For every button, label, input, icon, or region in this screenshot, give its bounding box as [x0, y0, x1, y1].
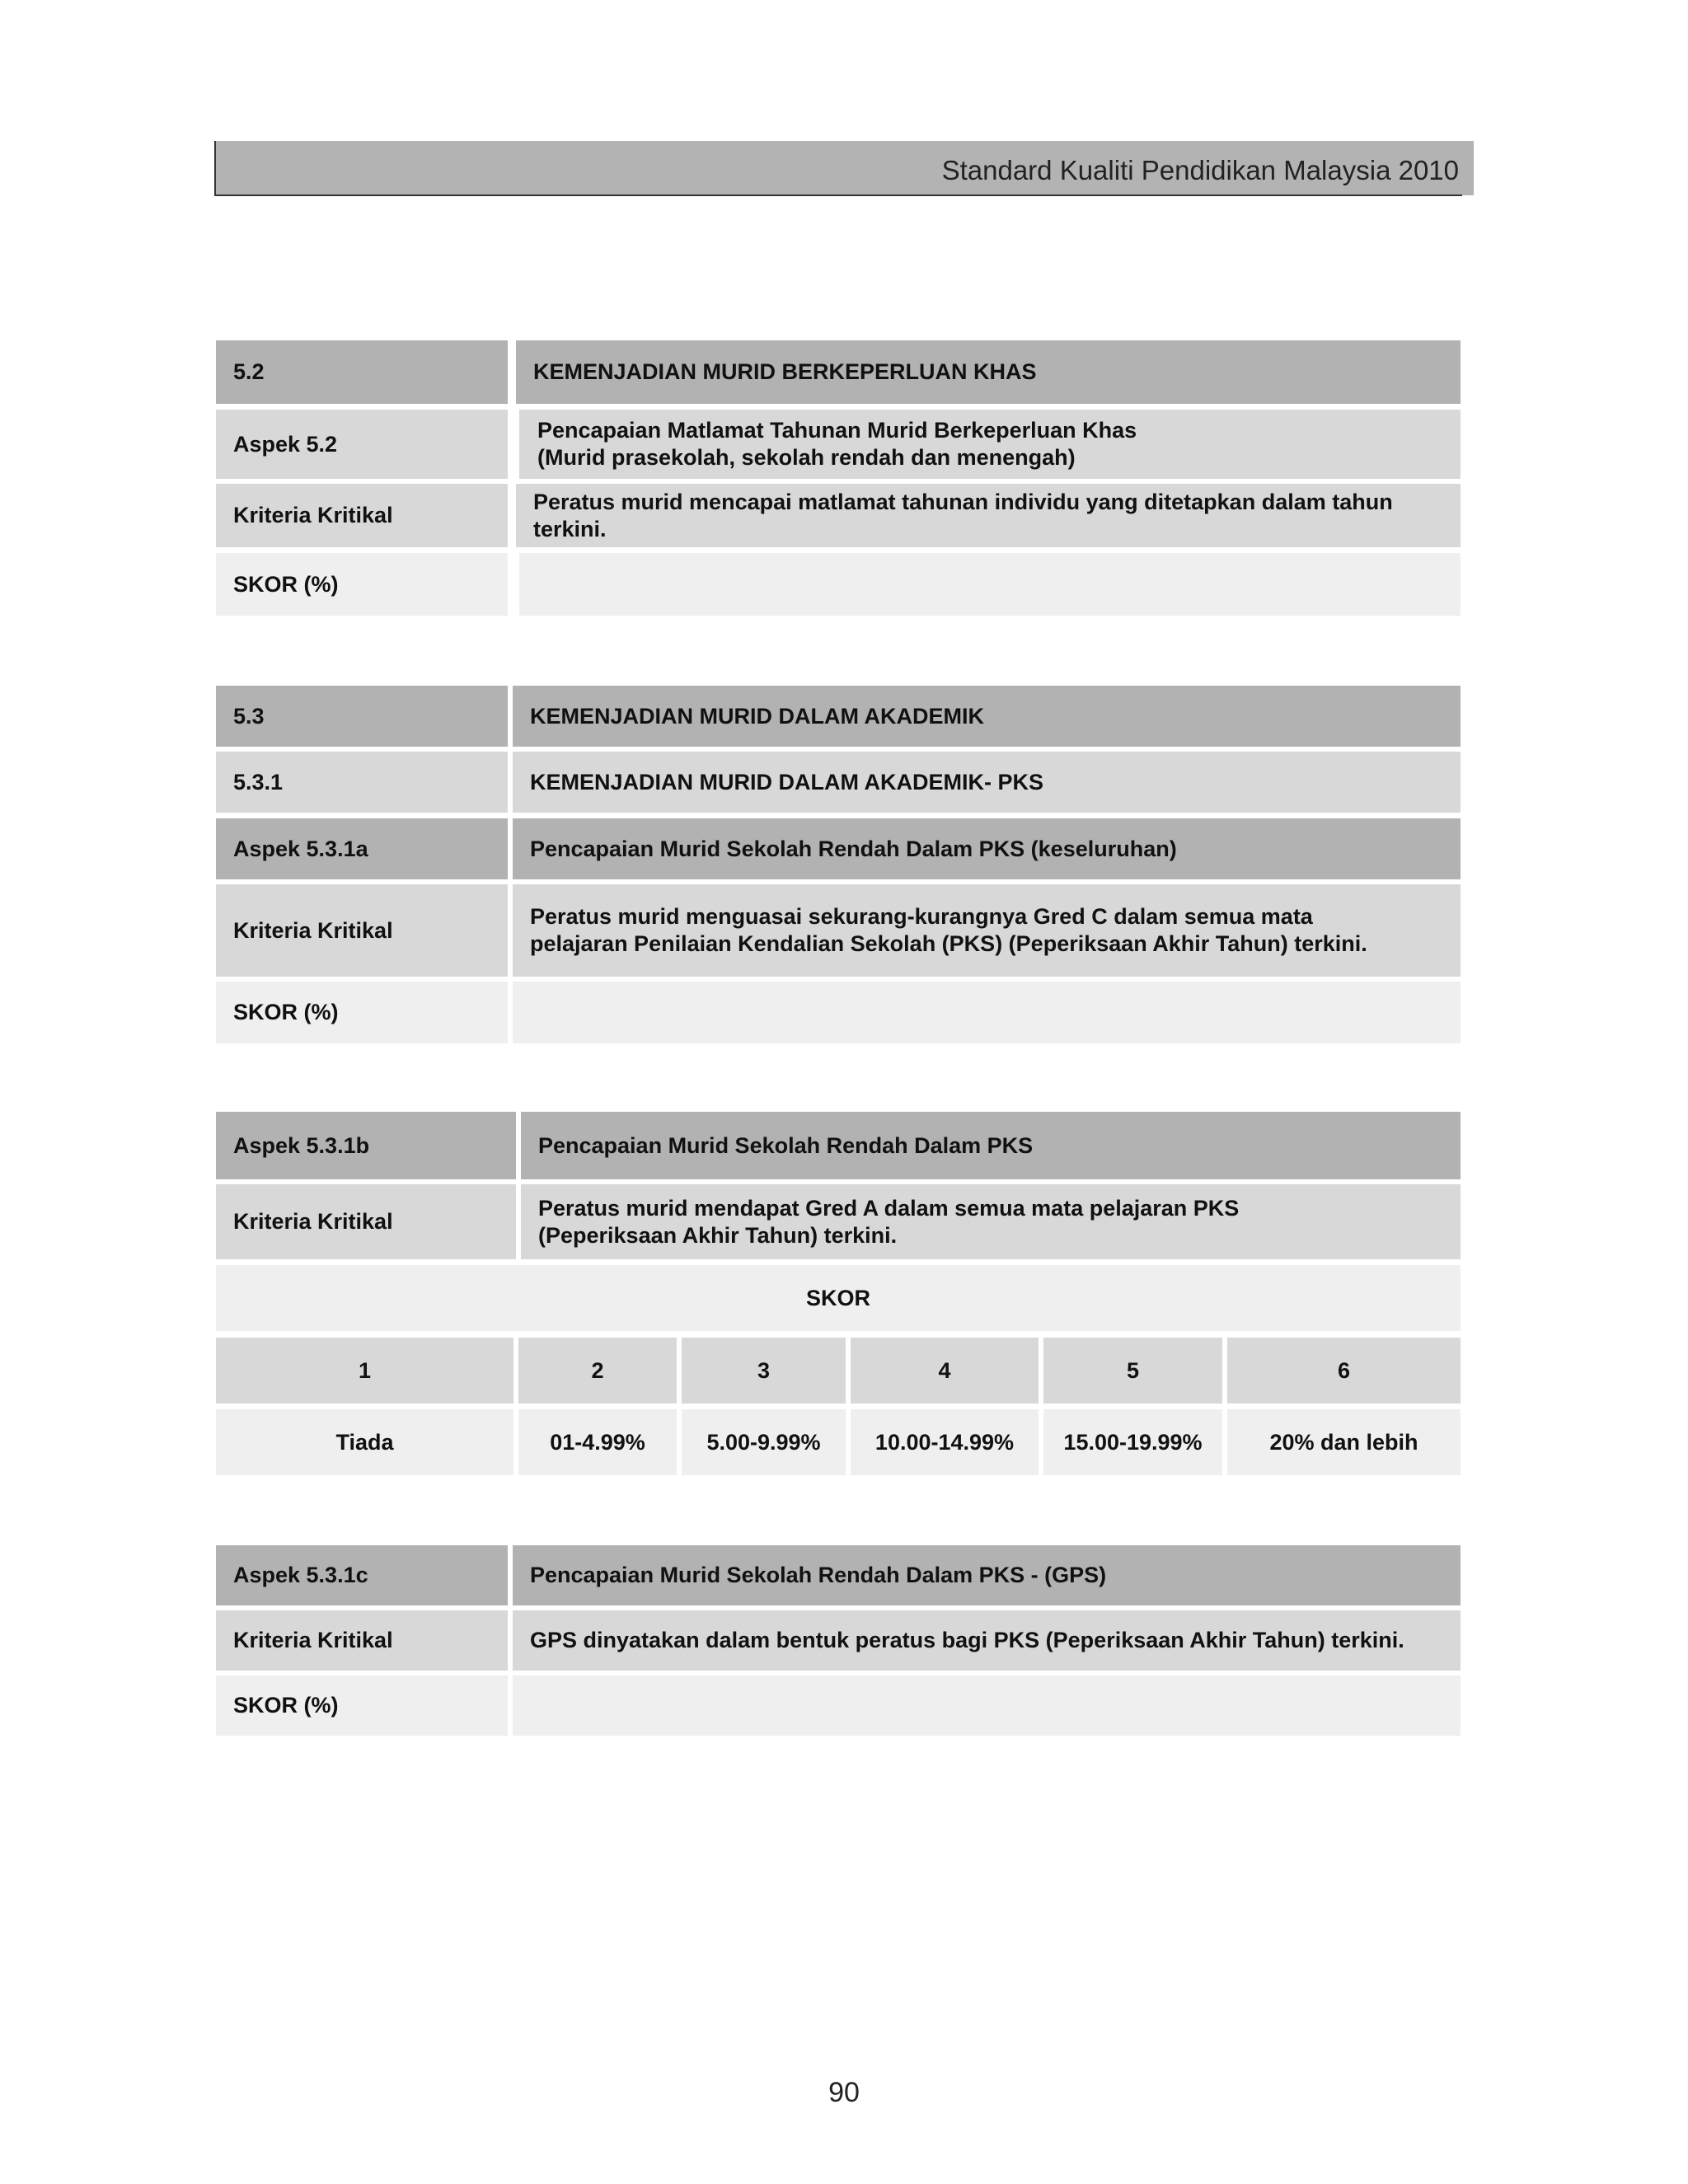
skor-label-cell: SKOR (%) [216, 1675, 508, 1736]
kriteria-text-line-1: Peratus murid menguasai sekurang-kurangnya Gred C dalam semua mata [530, 904, 1313, 929]
aspek-text-line-1: Pencapaian Matlamat Tahunan Murid Berkeperluan Khas [537, 418, 1137, 443]
score-level-cell: 4 [851, 1338, 1039, 1404]
aspek-text-cell [519, 410, 1461, 479]
score-level-cell: 5 [1043, 1338, 1222, 1404]
page-header [214, 141, 1474, 195]
kriteria-label-cell: Kriteria Kritikal [216, 484, 508, 547]
score-range-cell: Tiada [216, 1409, 513, 1475]
aspek-text-cell: Pencapaian Murid Sekolah Rendah Dalam PKS - (GPS) [513, 1545, 1461, 1605]
score-level-cell: 3 [682, 1338, 846, 1404]
aspek-label-cell: Aspek 5.3.1a [216, 818, 508, 879]
section-title-cell: KEMENJADIAN MURID BERKEPERLUAN KHAS [516, 340, 1461, 404]
score-level-cell: 2 [518, 1338, 677, 1404]
page-number: 90 [828, 2077, 860, 2108]
score-range-cell: 5.00-9.99% [682, 1409, 846, 1475]
kriteria-text-cell [521, 1184, 1461, 1259]
aspek-label-cell: Aspek 5.2 [216, 410, 508, 479]
section-code-cell: 5.2 [216, 340, 508, 404]
header-title: Standard Kualiti Pendidikan Malaysia 2010 [941, 155, 1459, 185]
aspek-label-cell: Aspek 5.3.1b [216, 1112, 516, 1179]
score-level-cell: 1 [216, 1338, 513, 1404]
header-underline [214, 194, 1462, 196]
skor-value-cell [513, 1675, 1461, 1736]
subsection-code-cell: 5.3.1 [216, 752, 508, 813]
kriteria-text-cell [516, 484, 1461, 547]
aspek-text-cell: Pencapaian Murid Sekolah Rendah Dalam PKS [521, 1112, 1461, 1179]
kriteria-text-line-2: (Peperiksaan Akhir Tahun) terkini. [538, 1222, 898, 1248]
aspek-text-line-2: (Murid prasekolah, sekolah rendah dan menengah) [537, 445, 1076, 470]
kriteria-label-cell: Kriteria Kritikal [216, 1184, 516, 1259]
section-title-cell: KEMENJADIAN MURID DALAM AKADEMIK [513, 686, 1461, 747]
skor-label-cell: SKOR (%) [216, 982, 508, 1043]
score-range-cell: 10.00-14.99% [851, 1409, 1039, 1475]
score-level-cell: 6 [1227, 1338, 1461, 1404]
kriteria-label-cell: Kriteria Kritikal [216, 1610, 508, 1671]
skor-value-cell [519, 553, 1461, 616]
aspek-text-cell: Pencapaian Murid Sekolah Rendah Dalam PKS (keseluruhan) [513, 818, 1461, 879]
score-range-cell: 15.00-19.99% [1043, 1409, 1222, 1475]
kriteria-text-line-1: Peratus murid mencapai matlamat tahunan individu yang ditetapkan dalam tahun [533, 489, 1393, 514]
skor-label-cell: SKOR (%) [216, 553, 508, 616]
score-range-cell: 20% dan lebih [1227, 1409, 1461, 1475]
skor-value-cell [513, 982, 1461, 1043]
skor-heading-cell: SKOR [216, 1265, 1461, 1331]
subsection-title-cell: KEMENJADIAN MURID DALAM AKADEMIK- PKS [513, 752, 1461, 813]
kriteria-text-line-2: terkini. [533, 516, 607, 541]
kriteria-label-cell: Kriteria Kritikal [216, 884, 508, 977]
kriteria-text-line-1: Peratus murid mendapat Gred A dalam semua mata pelajaran PKS [538, 1195, 1240, 1221]
aspek-label-cell: Aspek 5.3.1c [216, 1545, 508, 1605]
kriteria-text-cell [513, 884, 1461, 977]
kriteria-text-line-2: pelajaran Penilaian Kendalian Sekolah (PKS) (Peperiksaan Akhir Tahun) terkini. [530, 931, 1367, 956]
kriteria-text-cell: GPS dinyatakan dalam bentuk peratus bagi PKS (Peperiksaan Akhir Tahun) terkini. [513, 1610, 1461, 1671]
score-range-cell: 01-4.99% [518, 1409, 677, 1475]
section-code-cell: 5.3 [216, 686, 508, 747]
